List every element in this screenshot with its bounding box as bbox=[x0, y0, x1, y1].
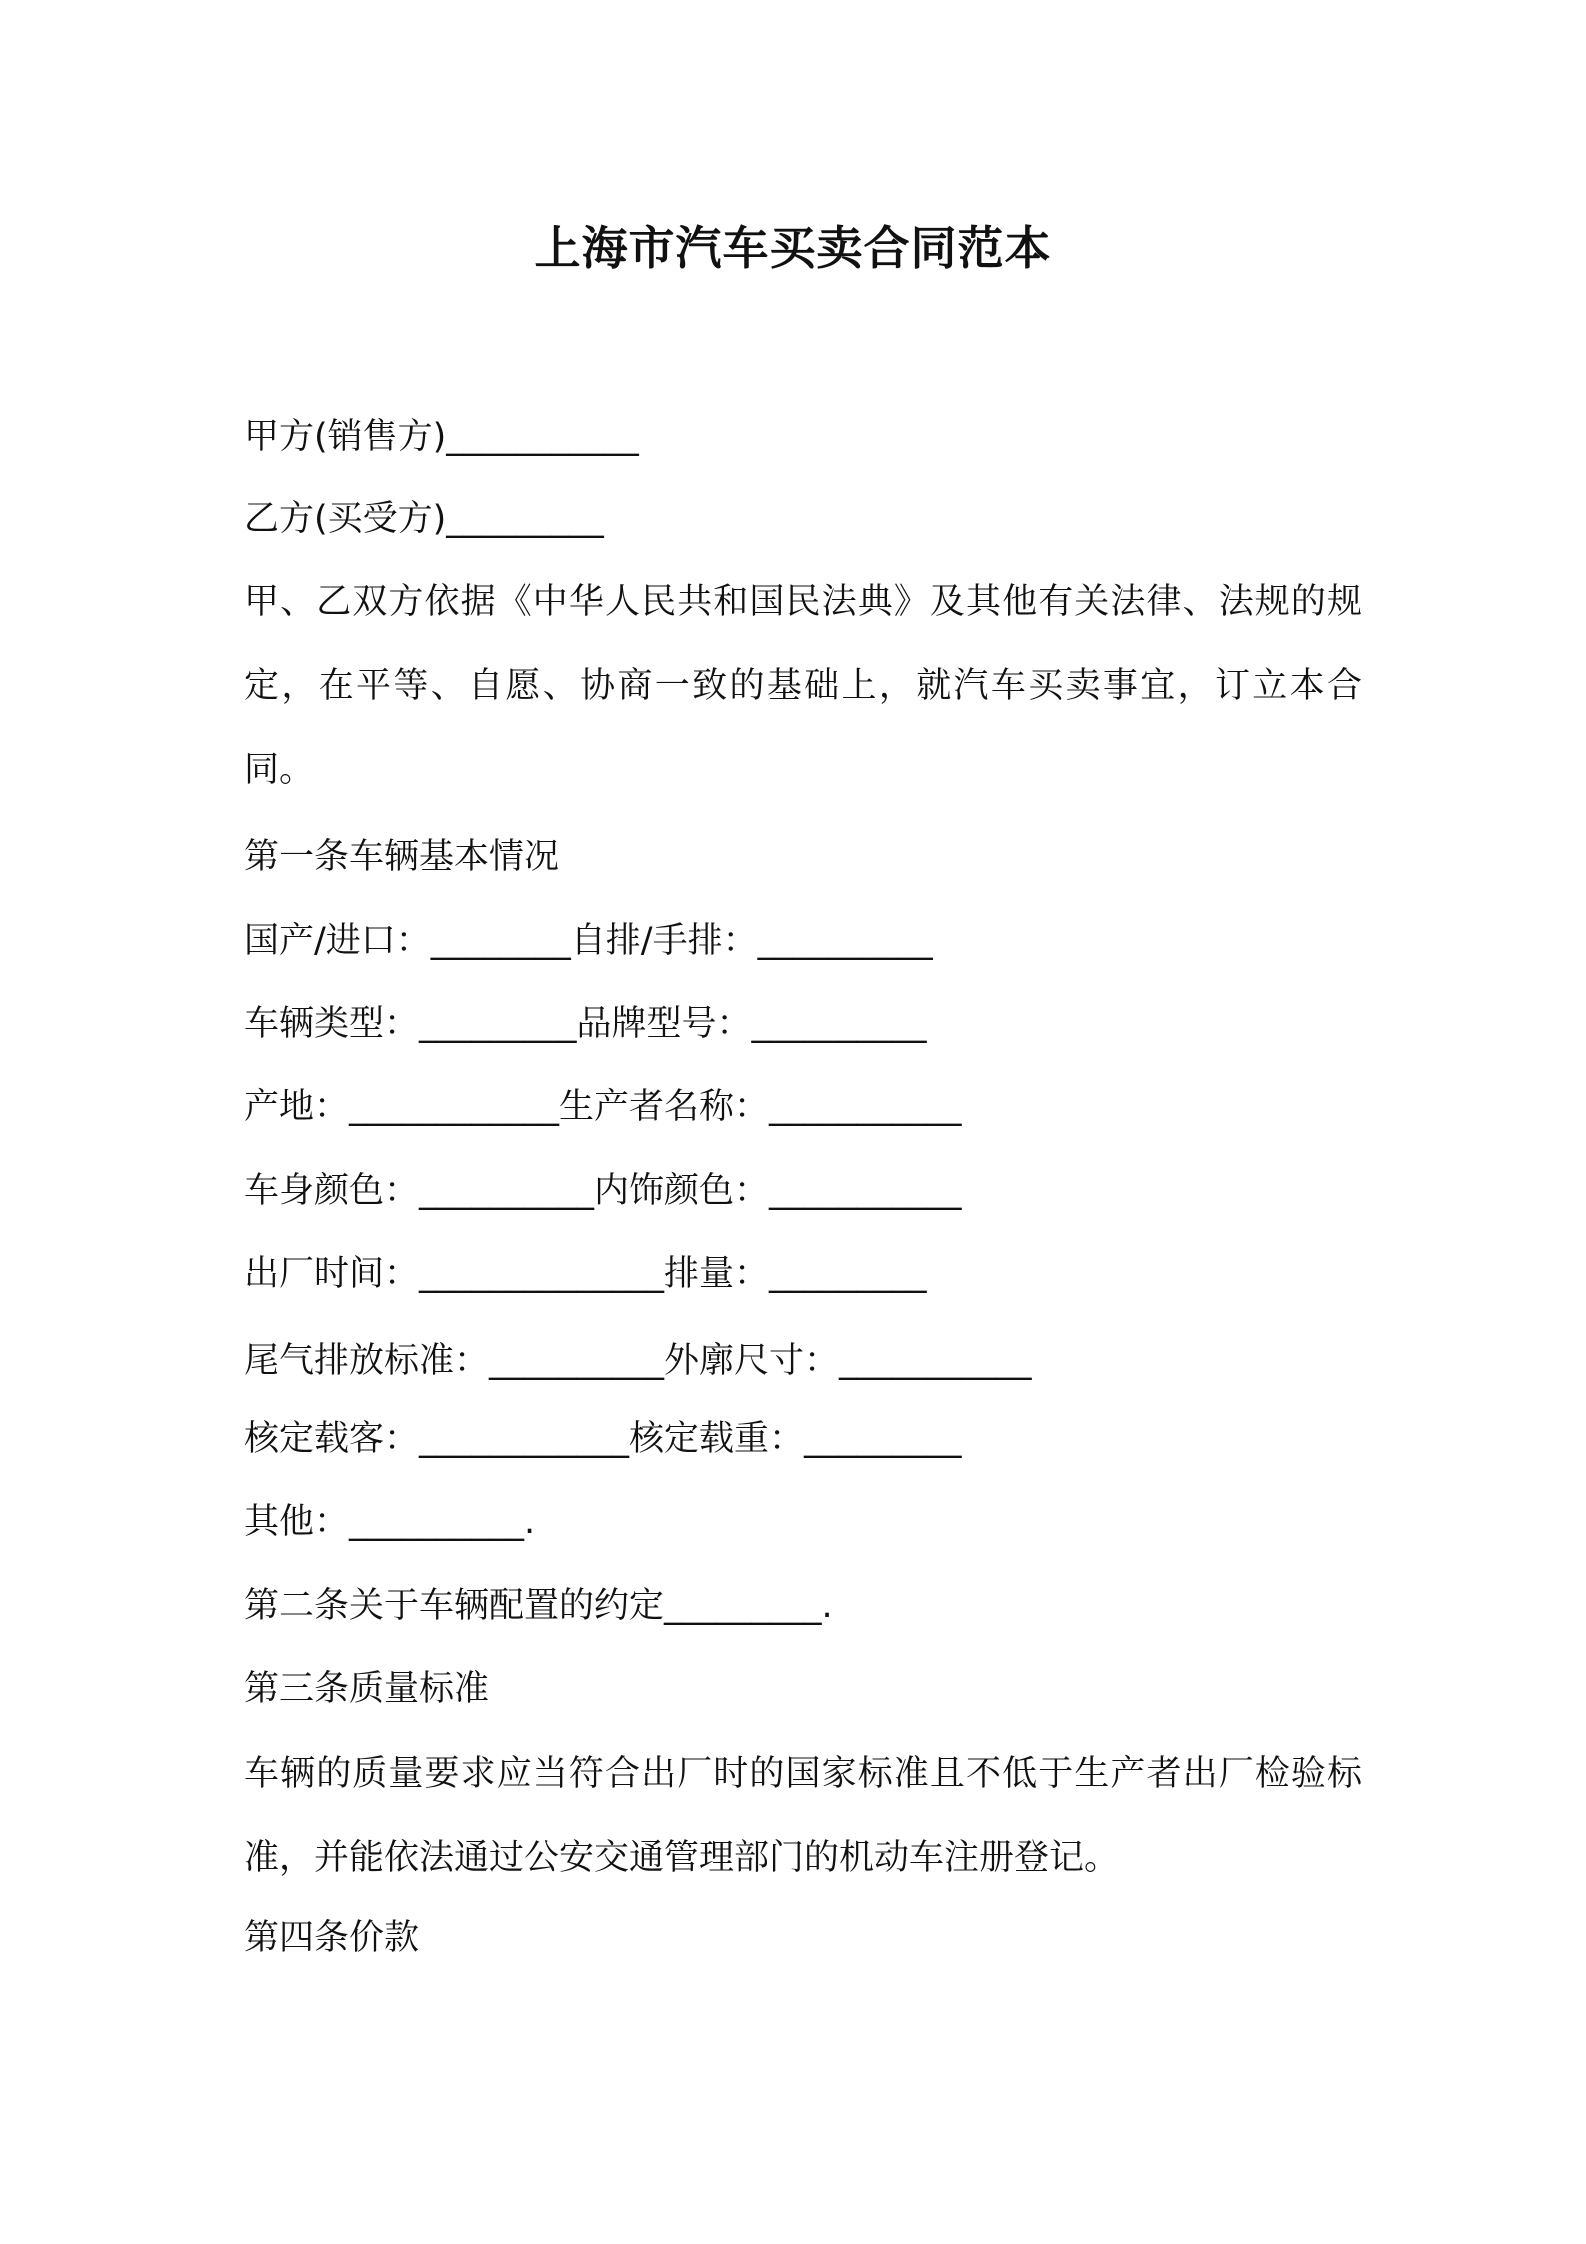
field-line-type-model: 车辆类型：_________品牌型号：__________ bbox=[244, 1004, 927, 1044]
field-line-emission-dimensions: 尾气排放标准：__________外廓尺寸：___________ bbox=[244, 1341, 1032, 1381]
article-3-body: 车辆的质量要求应当符合出厂时的国家标准且不低于生产者出厂检验标准，并能依法通过公安交通管理部门的机动车注册登记。 bbox=[244, 1754, 1362, 1878]
field-line-origin-transmission: 国产/进口：________自排/手排：__________ bbox=[244, 921, 933, 961]
party-b-line: 乙方(买受方)_________ bbox=[244, 499, 604, 539]
article-4-heading: 第四条价款 bbox=[244, 1918, 420, 1958]
article-2-line: 第二条关于车辆配置的约定_________. bbox=[244, 1586, 833, 1626]
field-line-date-displacement: 出厂时间：______________排量：_________ bbox=[244, 1254, 927, 1294]
document-title: 上海市汽车买卖合同范本 bbox=[534, 221, 1052, 275]
article-3-heading: 第三条质量标准 bbox=[244, 1669, 490, 1709]
field-line-passengers-load: 核定载客：____________核定载重：_________ bbox=[244, 1419, 962, 1459]
article-1-heading: 第一条车辆基本情况 bbox=[244, 837, 560, 877]
field-line-colors: 车身颜色：__________内饰颜色：___________ bbox=[244, 1171, 962, 1211]
field-line-other: 其他：__________. bbox=[244, 1502, 536, 1542]
party-a-line: 甲方(销售方)___________ bbox=[244, 417, 639, 457]
field-line-place-manufacturer: 产地：____________生产者名称：___________ bbox=[244, 1087, 962, 1127]
preamble-paragraph: 甲、乙双方依据《中华人民共和国民法典》及其他有关法律、法规的规定，在平等、自愿、协商一致的基础上，就汽车买卖事宜，订立本合同。 bbox=[244, 582, 1362, 790]
